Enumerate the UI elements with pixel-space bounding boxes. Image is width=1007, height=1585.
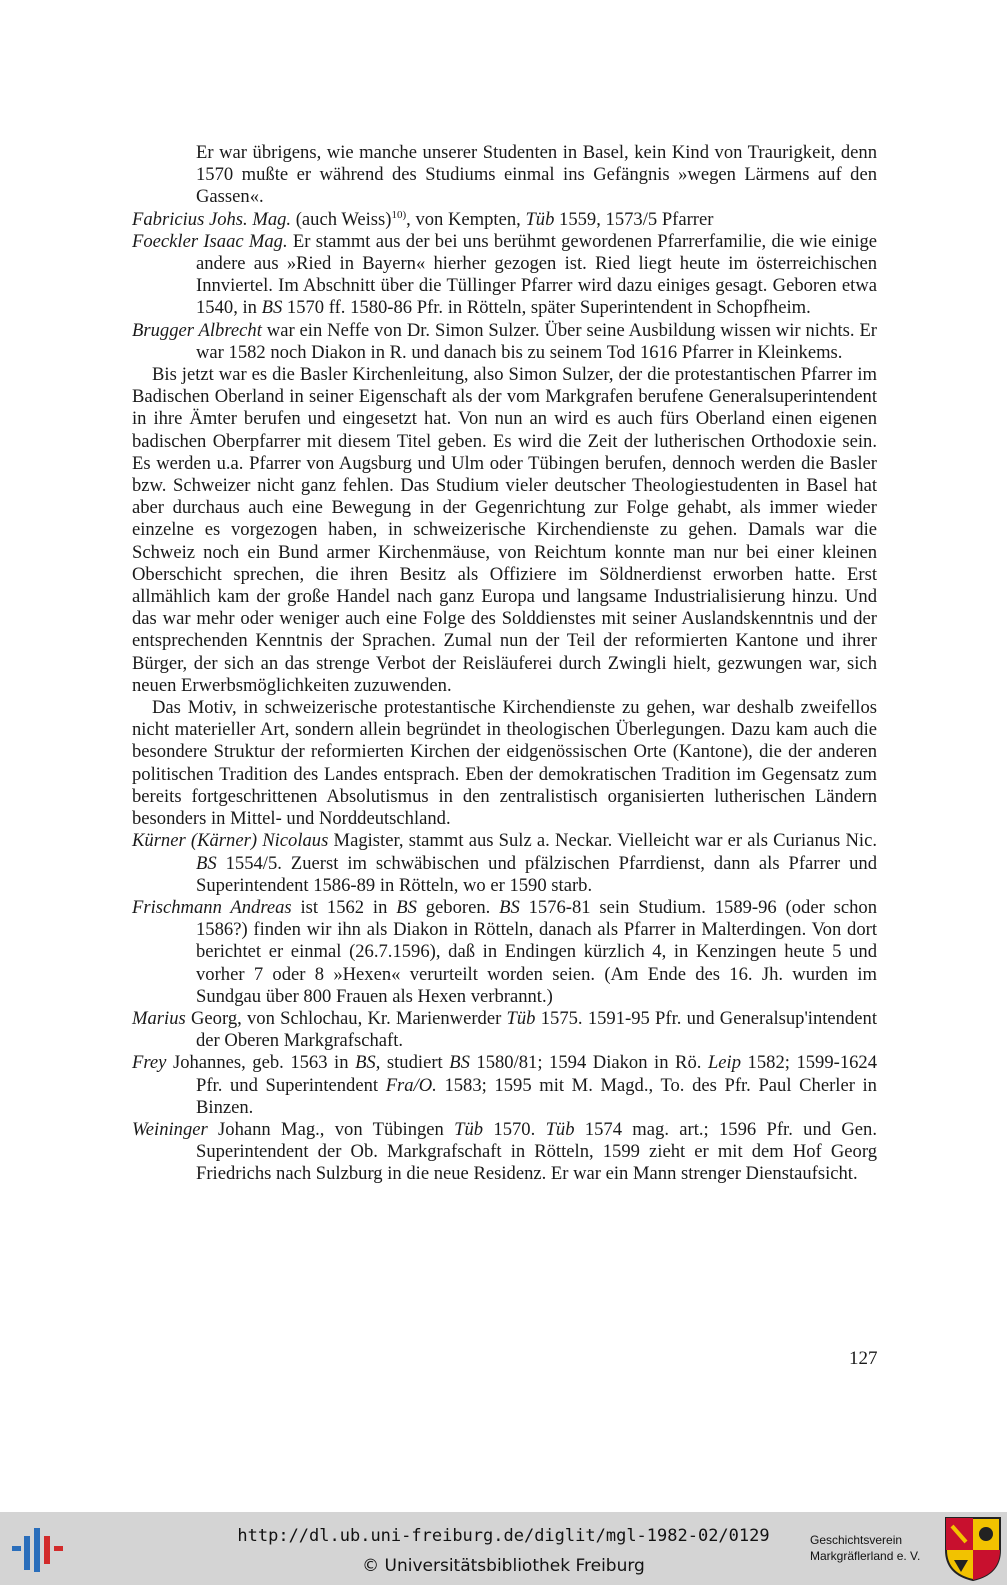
page-body [132,142,877,1186]
italic-text: Tüb [525,208,555,230]
text-run: 1576-81 sein Studium. 1589-96 (oder schon 1586?) finden wir ihn als Diakon in Rötteln, danach als Pfarrer in Malterdingen. Von dort berichtet er einmal (26.7.1596), daß in Endingen kürzlich 4, in Kenzingen heute 5 und vorher 7 oder 8 »Hexen« verurteilt worden seien. (Am Ende des 16. Jh. wurden im Sundgau über 800 Frauen als Hexen verbrannt.) [196,896,877,1007]
society-name [810,1532,920,1564]
text-run: Johannes, geb. 1563 in [166,1052,356,1074]
italic-text: BS [499,896,520,918]
text-run: war ein Neffe von Dr. Simon Sulzer. Über seine Ausbildung wissen wir nichts. Er war 1582 noch Diakon in R. und danach bis zu seinem Tod 1616 Pfarrer in Kleinkems. [196,319,877,363]
text-run: 1559, 1573/5 Pfarrer [554,208,714,230]
entry-frey [132,1052,877,1119]
text-run: 1570. [483,1118,546,1140]
italic-text: Tüb [545,1118,575,1140]
italic-text: BS [449,1052,470,1074]
text-run: 1575. 1591-95 Pfr. und Generalsup'intendent der Oberen Markgrafschaft. [196,1007,877,1052]
italic-text: Frey [132,1052,167,1074]
text-run: 1582; 1599-1624 Pfr. und Superintendent [196,1052,878,1096]
footer-bar [0,1512,1007,1585]
entry-foeckler [132,231,877,320]
text-run: geboren. [416,896,500,918]
italic-text: BS [396,896,417,918]
italic-text: Frischmann Andreas [132,896,292,918]
text-run: , von Kempten, [406,208,526,230]
italic-text: BS [196,852,217,874]
text-run: Bis jetzt war es die Basler Kirchenleitung, also Simon Sulzer, der die protestantischen Pfarrer im Badischen Oberland in seiner Eigenschaft als der vom Markgrafen berufene Generalsuperintendent in ihre Ämter berufen und eingesetzt hat. Von nun an wird es auch fürs Oberland einen eigenen badischen Oberpfarrer mit diesem Titel geben. Es wird die Zeit der lutherischen Orthodoxie sein. Es werden u.a. Pfarrer von Augsburg und Ulm oder Tübingen berufen, dennoch werden die Basler bzw. Schweizer nicht ganz fehlen. Das Studium vieler deutscher Theologiestudenten in Basel hat aber durchaus auch eine Bewegung in der Gegenrichtung zur Folge gehabt, als immer wieder einzelne es vorgezogen haben, in schweizerische Kirchendienste zu gehen. Damals war die Schweiz noch ein Bund armer Kirchenmäuse, von Reichtum konnte man nur bei einer kleinen Oberschicht sprechen, die ihren Besitz als Offiziere im Söldnerdienst erworben hatte. Erst allmählich kam der große Handel nach ganz Europa und langsame Industrialisierung hinzu. Und das war mehr oder weniger auch eine Folge des Solddienstes mit seiner Auslandskenntnis und der entsprechenden Kenntnis der Sprachen. Zumal nun der Teil der reformierten Kantone und ihrer Bürger, der sich an das strenge Verbot der Reisläuferei durch Zwingli hielt, gezwungen war, sich neuen Erwerbsmöglichkeiten zuzuwenden. [132,364,877,696]
entry-frischmann [132,897,877,1008]
entry-fabricius [132,209,877,231]
entry-brugger [132,320,877,364]
text-run: Das Motiv, in schweizerische protestantische Kirchendienste zu gehen, war deshalb zweifellos nicht materieller Art, sondern allein begründet in theologischen Überlegungen. Dazu kam auch die besondere Struktur der reformierten Kirchen der eidgenössischen Orte (Kantone), die der anderen politischen Tradition des Landes entsprach. Eben der demokratischen Tradition im Gegensatz zum bereits fortgeschrittenen Absolutismus in den zentralistisch organisierten lutherischen Ländern besonders in Mittel- und Norddeutschland. [132,697,877,830]
italic-text: BS [355,1052,376,1074]
text-run: (auch Weiss) [291,208,392,230]
text-run: , studiert [375,1052,450,1074]
text-run: 1574 mag. art.; 1596 Pfr. und Gen. Superintendent der Ob. Markgrafschaft in Rötteln, 1599 zieht er mit dem Hof Georg Friedrichs nach Sulzburg in die neue Residenz. Er war ein Mann strenger Dienstaufsicht. [196,1118,877,1185]
italic-text: Tüb [506,1007,536,1029]
italic-text: BS [261,297,283,319]
society-line-2: Markgräflerland e. V. [810,1549,921,1563]
paragraph-motiv [132,697,877,830]
italic-text: Leip [707,1052,742,1074]
text-run: Er stammt aus der bei uns berühmt gewordenen Pfarrerfamilie, die wie einige andere aus »Ried in Bayern« hierher gezogen ist. Ried liegt heute im österreichischen Innviertel. Im Abschnitt über die Tüllinger Pfarrer wird dazu einiges gesagt. Geboren etwa 1540, in [196,230,878,319]
text-run: ist 1562 in [291,896,397,918]
italic-text: Tüb [454,1118,484,1140]
text-run: 1554/5. Zuerst im schwäbischen und pfälzischen Pfarrdienst, dann als Pfarrer und Superintendent 1586-89 in Rötteln, wo er 1590 starb. [196,852,877,896]
page-number: 127 [849,1348,878,1369]
italic-text: Marius [132,1007,186,1029]
intro-continuation [132,142,877,209]
italic-text: Kürner (Kärner) Nicolaus [132,830,329,852]
text-run: 1570 ff. 1580-86 Pfr. in Rötteln, später Superintendent in Schopfheim. [282,297,811,319]
italic-text: Foeckler Isaac Mag. [132,230,288,252]
entry-marius [132,1008,877,1052]
entry-weininger [132,1119,877,1186]
entry-kuerner [132,830,877,897]
text-run: 1583; 1595 mit M. Magd., To. des Pfr. Paul Cherler in Binzen. [196,1074,877,1118]
italic-text: Fabricius Johs. Mag. [132,208,292,230]
text-run: Georg, von Schlochau, Kr. Marienwerder [185,1007,507,1029]
paragraph-basler-kirchenleitung [132,364,877,697]
text-run: Er war übrigens, wie manche unserer Studenten in Basel, kein Kind von Traurigkeit, denn 1570 mußte er während des Studiums einmal ins Gefängnis »wegen Lärmens auf den Gassen«. [196,142,877,208]
text-run: Magister, stammt aus Sulz a. Neckar. Vielleicht war er als Curianus Nic. [328,830,877,852]
markgraeflerland-crest-icon [944,1516,1002,1582]
footer-url-link[interactable]: http://dl.ub.uni-freiburg.de/diglit/mgl-1982-02/0129 [237,1526,770,1546]
society-line-1: Geschichtsverein [810,1533,903,1547]
footnote-ref: 10) [391,208,407,221]
text-run: 1580/81; 1594 Diakon in Rö. [469,1052,708,1074]
italic-text: Brugger Albrecht [132,319,262,341]
text-run: Johann Mag., von Tübingen [207,1118,455,1140]
italic-text: Fra/O. [385,1074,437,1096]
italic-text: Weininger [132,1118,208,1140]
footer-copyright: © Universitätsbibliothek Freiburg [362,1556,645,1576]
